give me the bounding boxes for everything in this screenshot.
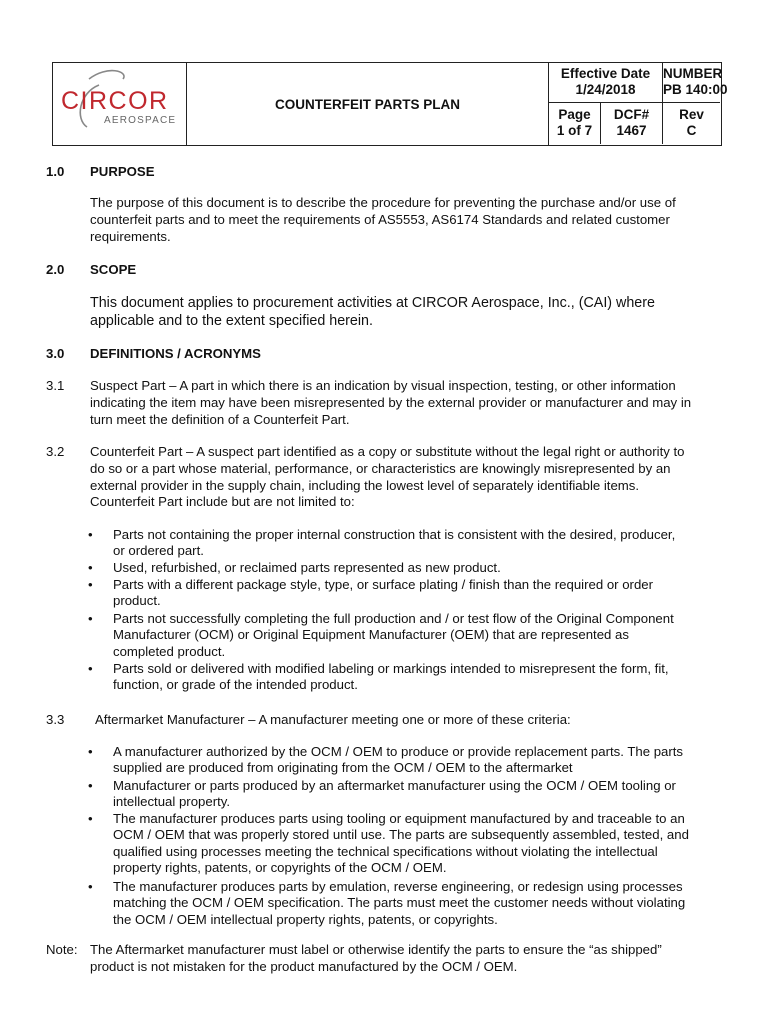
document-number-cell [663, 63, 728, 103]
list-item-line: Used, refurbished, or reclaimed parts represented as new product. [113, 560, 501, 575]
paragraph-line: do so or a part whose material, performance, or characteristics are knowingly misrepresented by an [90, 460, 671, 476]
circor-aerospace-logo [59, 67, 185, 143]
list-item-line: OCM / OEM that was properly stored until use. The parts are subsequently assembled, tested, and [113, 827, 689, 843]
list-item-line: Parts sold or delivered with modified labeling or markings intended to misrepresent the form, fit, [113, 661, 669, 676]
logo-subtitle: AEROSPACE [104, 115, 177, 126]
list-item [113, 577, 723, 610]
definition-number: 3.2 [46, 444, 65, 459]
paragraph-line: indicating the item may have been misrepresented by the external provider or manufacturer and may in [90, 394, 692, 410]
list-item-line: Parts not containing the proper internal construction that is consistent with the desired, producer, [113, 527, 676, 542]
list-item [113, 879, 723, 928]
bullet-marker: • [88, 811, 93, 826]
paragraph-line: Counterfeit Part – A suspect part identified as a copy or substitute without the legal right or authority to [90, 444, 685, 459]
suspect-part-definition [90, 378, 722, 428]
bullet-marker: • [88, 611, 93, 626]
document-title: COUNTERFEIT PARTS PLAN [187, 63, 549, 145]
logo-wordmark: CIRCOR [61, 87, 169, 115]
revision-value: C [686, 123, 697, 138]
paragraph-line: requirements. [90, 228, 171, 244]
list-item-line: The manufacturer produces parts using tooling or equipment manufactured by and traceable to an [113, 811, 685, 826]
list-item-line: Manufacturer or parts produced by an aftermarket manufacturer using the OCM / OEM tooling or [113, 778, 676, 793]
section-heading-purpose: PURPOSE [90, 164, 155, 179]
page-number-cell [549, 103, 601, 144]
scope-paragraph [90, 294, 722, 330]
aftermarket-manufacturer-definition [95, 712, 727, 729]
paragraph-line: The Aftermarket manufacturer must label or otherwise identify the parts to ensure the “as shipped” [90, 942, 662, 957]
bullet-marker: • [88, 560, 93, 575]
page-label: Page [558, 107, 591, 122]
paragraph-line: applicable and to the extent specified herein. [90, 313, 373, 329]
list-item-line: the OCM / OEM intellectual property rights, patents, or copyrights. [113, 911, 498, 927]
effective-date-value: 1/24/2018 [575, 82, 636, 97]
section-number: 3.0 [46, 346, 65, 361]
purpose-paragraph [90, 195, 722, 245]
paragraph-line: The purpose of this document is to describe the procedure for preventing the purchase and/or use of [90, 195, 676, 210]
revision-cell [663, 103, 720, 144]
note-paragraph [90, 942, 722, 976]
list-item [113, 744, 723, 777]
bullet-marker: • [88, 577, 93, 592]
definition-number: 3.3 [46, 712, 65, 727]
list-item-line: or ordered part. [113, 543, 204, 559]
section-number: 1.0 [46, 164, 65, 179]
effective-date-label: Effective Date [560, 66, 651, 81]
list-item-line: Parts not successfully completing the full production and / or test flow of the Original Component [113, 611, 674, 626]
bullet-marker: • [88, 879, 93, 894]
paragraph-line: This document applies to procurement activities at CIRCOR Aerospace, Inc., (CAI) where [90, 295, 655, 311]
revision-label: Rev [679, 107, 704, 122]
list-item-line: A manufacturer authorized by the OCM / OEM to produce or provide replacement parts. The parts [113, 744, 684, 759]
list-item-line: intellectual property. [113, 794, 231, 810]
list-item-line: property rights, patents, or copyrights of the OCM / OEM. [113, 860, 447, 876]
list-item [113, 778, 723, 811]
paragraph-line: counterfeit parts and to meet the requirements of AS5553, AS6174 Standards and related customer [90, 211, 670, 227]
list-item-line: The manufacturer produces parts by emulation, reverse engineering, or redesign using processes [113, 879, 683, 894]
list-item-line: Parts with a different package style, type, or surface plating / finish than the required or order [113, 577, 654, 592]
list-item-line: function, or grade of the intended product. [113, 677, 358, 693]
paragraph-line: product is not mistaken for the product manufactured by the OCM / OEM. [90, 958, 518, 974]
dcf-cell [601, 103, 663, 144]
list-item-line: supplied are produced from originating from the OCM / OEM to the aftermarket [113, 760, 573, 776]
list-item [113, 611, 723, 660]
paragraph-line: Suspect Part – A part in which there is an indication by visual inspection, testing, or other information [90, 378, 676, 393]
paragraph-line: turn meet the definition of a Counterfeit Part. [90, 411, 350, 427]
page-value: 1 of 7 [556, 123, 593, 138]
list-item [113, 811, 723, 877]
effective-date-cell [549, 63, 663, 103]
note-label: Note: [46, 942, 78, 957]
list-item [113, 560, 723, 576]
bullet-marker: • [88, 661, 93, 676]
list-item [113, 527, 723, 560]
document-header-table [52, 62, 728, 146]
paragraph-line: external provider in the supply chain, including the lowest level of separately identifiable items. [90, 477, 640, 493]
logo-cell [53, 63, 187, 145]
list-item-line: matching the OCM / OEM specification. The parts must meet the customer needs without violating [113, 895, 686, 911]
document-number-value: PB 140:00 [663, 82, 728, 97]
dcf-label: DCF# [613, 107, 650, 122]
section-heading-definitions: DEFINITIONS / ACRONYMS [90, 346, 261, 361]
paragraph-line: Counterfeit Part include but are not limited to: [90, 494, 355, 510]
bullet-marker: • [88, 527, 93, 542]
list-item [113, 661, 723, 694]
section-heading-scope: SCOPE [90, 262, 137, 277]
bullet-marker: • [88, 744, 93, 759]
list-item-line: product. [113, 593, 161, 609]
dcf-value: 1467 [616, 123, 647, 138]
counterfeit-part-definition [90, 444, 722, 511]
section-number: 2.0 [46, 262, 65, 277]
document-number-label: NUMBER [663, 66, 723, 81]
list-item-line: Manufacturer (OCM) or Original Equipment Manufacturer (OEM) that are represented as [113, 627, 629, 643]
list-item-line: completed product. [113, 643, 226, 659]
bullet-marker: • [88, 778, 93, 793]
definition-number: 3.1 [46, 378, 65, 393]
paragraph-line: Aftermarket Manufacturer – A manufacturer meeting one or more of these criteria: [95, 712, 571, 727]
list-item-line: qualified using processes meeting the technical specifications without violating the intellectual [113, 843, 658, 859]
